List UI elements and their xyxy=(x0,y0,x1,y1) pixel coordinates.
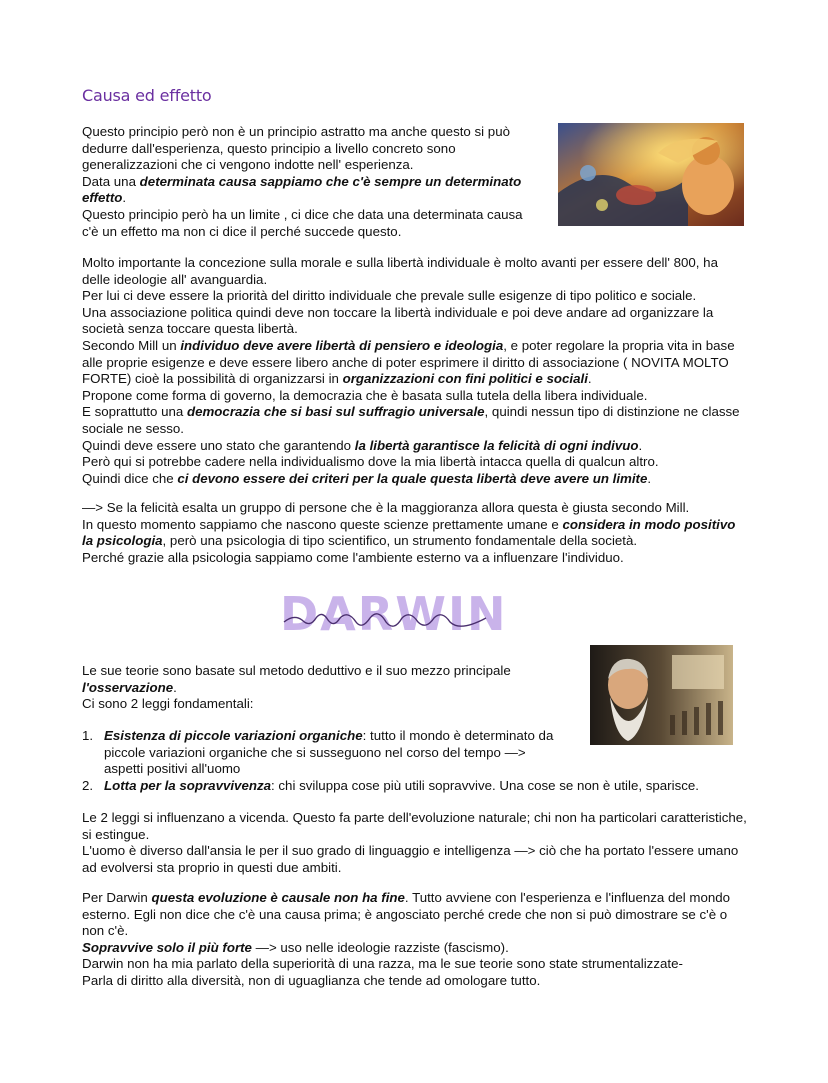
paragraph: Questo principio però non è un principio astratto ma anche questo si può dedurre dall'esperienza, questo principio a livello concreto sono generalizzazioni che ci vengono indotte nell' esperienza. xyxy=(82,124,510,173)
cause-effect-text xyxy=(82,124,542,240)
paragraph: Quindi deve essere uno stato che garantendo la libertà garantisce la felicità di ogni indivuo. xyxy=(82,437,643,453)
darwin-intro xyxy=(82,663,562,713)
paragraph: Una associazione politica quindi deve non toccare la libertà individuale e poi deve andare ad organizzare la società senza toccare questa libertà. xyxy=(82,304,714,337)
list-item: 1. Esistenza di piccole variazioni organiche: tutto il mondo è determinato da piccole variazioni organiche che si susseguono nel corso del tempo —> aspetti positivi all'uomo xyxy=(82,728,554,777)
paragraph: Molto importante la concezione sulla morale e sulla libertà individuale è molto avanti per essere dell' 800, ha delle ideologie all' avanguardia. xyxy=(82,255,718,287)
evolution-text xyxy=(82,810,748,876)
paragraph: Data una determinata causa sappiamo che c'è sempre un determinato effetto. xyxy=(82,173,522,206)
paragraph: L'uomo è diverso dall'ansia le per il suo grado di linguaggio e intelligenza —> ciò che ha portato l'essere umano ad evolversi sta proprio in questi due ambiti. xyxy=(82,843,739,875)
paragraph: Le sue teorie sono basate sul metodo deduttivo e il suo mezzo principale xyxy=(82,663,511,678)
darwin-conclusion xyxy=(82,890,748,990)
list-item: 2. Lotta per la sopravvivenza: chi sviluppa cose più utili sopravvive. Una cose se non è utile, sparisce. xyxy=(82,777,699,793)
darwin-laws xyxy=(82,728,748,794)
paragraph: Sopravvive solo il più forte —> uso nelle ideologie razziste (fascismo). xyxy=(82,939,509,955)
paragraph: Questo principio però ha un limite , ci dice che data una determinata causa c'è un effetto ma non ci dice il perché succede questo. xyxy=(82,206,523,239)
painting-illustration xyxy=(558,123,744,226)
paragraph: In questo momento sappiamo che nascono queste scienze prettamente umane e considera in modo positivo la psicologia, però una psicologia di tipo scientifico, un strumento fondamentale della società. xyxy=(82,516,736,549)
paragraph: Per Darwin questa evoluzione è causale non ha fine. Tutto avviene con l'esperienza e l'influenza del mondo esterno. Egli non dice che c'è una causa prima; è angosciato perché crede che non si può dimostrare se c'è o non c'è. xyxy=(82,890,731,939)
paragraph: Parla di diritto alla diversità, non di uguaglianza che tende ad omologare tutto. xyxy=(82,972,541,988)
paragraph: —> Se la felicità esalta un gruppo di persone che è la maggioranza allora questa è giusta secondo Mill. xyxy=(82,500,690,515)
banner-title: DARWIN xyxy=(280,587,508,641)
paragraph: Propone come forma di governo, la democrazia che è basata sulla tutela della libera individuale. xyxy=(82,387,648,403)
paragraph: Per lui ci deve essere la priorità del diritto individuale che prevale sulle esigenze di tipo politico e sociale. xyxy=(82,288,697,304)
paragraph: Però qui si potrebbe cadere nella individualismo dove la mia libertà intacca quella di qualcun altro. xyxy=(82,454,659,470)
psychology-text xyxy=(82,500,748,566)
paragraph: Le 2 leggi si influenzano a vicenda. Questo fa parte dell'evoluzione naturale; chi non ha particolari caratteristiche, si estingue. xyxy=(82,810,747,842)
paragraph: Perché grazie alla psicologia sappiamo come l'ambiente esterno va a influenzare l'individuo. xyxy=(82,549,624,565)
paragraph: Ci sono 2 leggi fondamentali: xyxy=(82,696,254,712)
paragraph: E soprattutto una democrazia che si basi sul suffragio universale, quindi nessun tipo di distinzione ne classe sociale ne sesso. xyxy=(82,404,740,436)
mill-text xyxy=(82,255,748,487)
darwin-banner xyxy=(280,587,508,641)
paragraph: Secondo Mill un individuo deve avere libertà di pensiero e ideologia, e poter regolare la propria vita in base alle proprie esigenze e deve essere libero anche di poter esprimere il diritto di associazione ( NOVITA MOLTO FORTE) cioè la possibilità di organizzarsi in organizzazioni con fini politici e sociali. xyxy=(82,337,735,387)
paragraph: Darwin non ha mia parlato della superiorità di una razza, ma le sue teorie sono state strumentalizzate- xyxy=(82,956,683,972)
paragraph: l'osservazione. xyxy=(82,679,177,695)
section-title: Causa ed effetto xyxy=(82,86,212,105)
paragraph: Quindi dice che ci devono essere dei criteri per la quale questa libertà deve avere un limite. xyxy=(82,470,652,486)
script-flourish xyxy=(280,587,508,641)
